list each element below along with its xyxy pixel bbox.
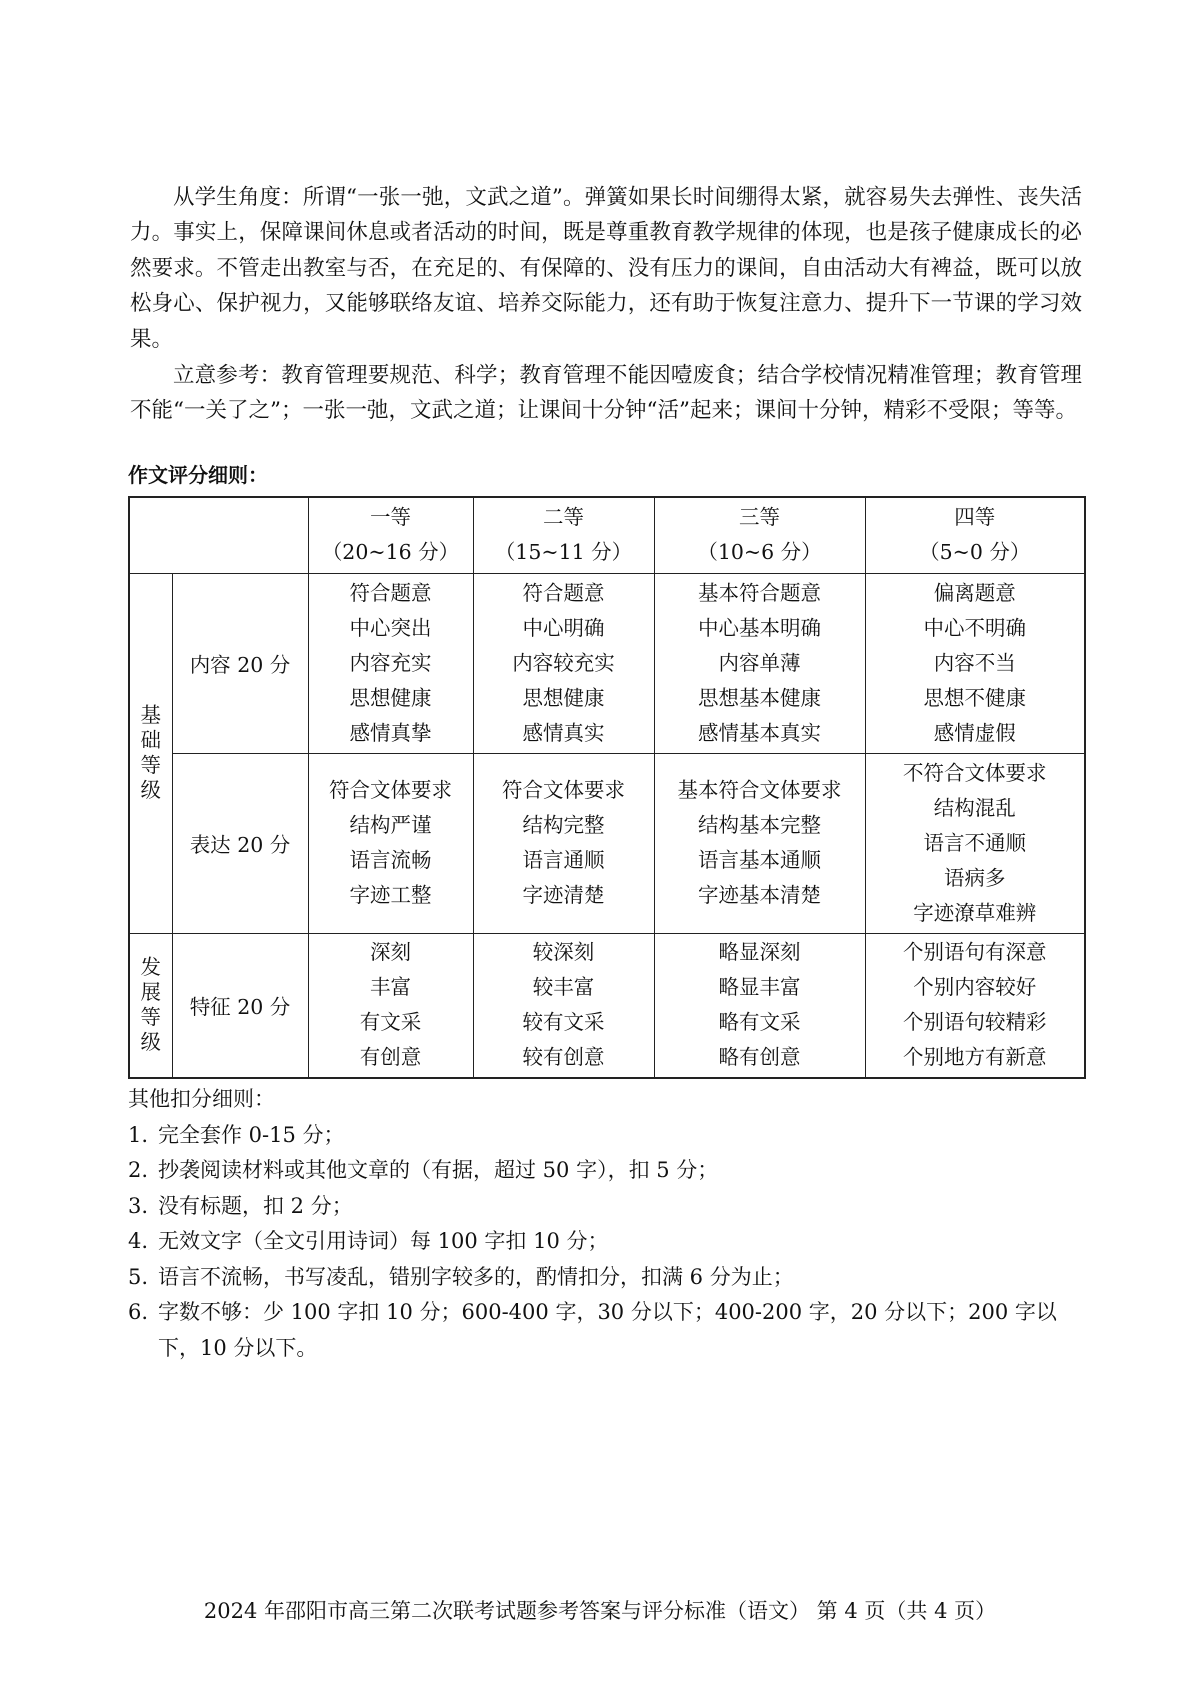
rubric-cell: 个别语句有深意 个别内容较好 个别语句较精彩 个别地方有新意 (865, 933, 1085, 1078)
rubric-cell: 符合文体要求 结构严谨 语言流畅 字迹工整 (308, 753, 473, 933)
rubric-cell: 符合文体要求 结构完整 语言通顺 字迹清楚 (473, 753, 654, 933)
rubric-cell: 不符合文体要求 结构混乱 语言不通顺 语病多 字迹潦草难辨 (865, 753, 1085, 933)
list-item: 4. 无效文字（全文引用诗词）每 100 字扣 10 分； (128, 1229, 609, 1253)
rubric-cell: 符合题意 中心明确 内容较充实 思想健康 感情真实 (473, 573, 654, 753)
list-item: 6. 字数不够：少 100 字扣 10 分；600-400 字，30 分以下；400-200 字，20 分以下；200 字以下，10 分以下。 (128, 1300, 1057, 1360)
group-label-basic: 基 础 等 级 (129, 573, 172, 933)
rubric-cell: 符合题意 中心突出 内容充实 思想健康 感情真挚 (308, 573, 473, 753)
rubric-table (128, 496, 1086, 1079)
paragraph-student-perspective: 从学生角度：所谓“一张一弛，文武之道”。弹簧如果长时间绷得太紧，就容易失去弹性、丧失活力。事实上，保障课间休息或者活动的时间，既是尊重教育教学规律的体现，也是孩子健康成长的必然要求。不管走出教室与否，在充足的、有保障的、没有压力的课间，自由活动大有裨益，既可以放松身心、保护视力，又能够联络友谊、培养交际能力，还有助于恢复注意力、提升下一节课的学习效果。 (130, 184, 1082, 352)
rubric-cell: 略显深刻 略显丰富 略有文采 略有创意 (654, 933, 865, 1078)
category-expression: 表达 20 分 (172, 753, 308, 933)
page-footer: 2024 年邵阳市高三第二次联考试题参考答案与评分标准（语文） 第 4 页（共 4 页） (203, 1599, 997, 1623)
rubric-heading: 作文评分细则： (128, 463, 268, 487)
grade-header: 一等 （20~16 分） (308, 497, 473, 573)
grade-header: 三等 （10~6 分） (654, 497, 865, 573)
rubric-cell: 较深刻 较丰富 较有文采 较有创意 (473, 933, 654, 1078)
grade-header: 二等 （15~11 分） (473, 497, 654, 573)
category-feature: 特征 20 分 (172, 933, 308, 1078)
list-item: 2. 抄袭阅读材料或其他文章的（有据，超过 50 字），扣 5 分； (128, 1158, 719, 1182)
deduction-section (128, 1082, 1088, 1366)
paragraph-theme-reference: 立意参考：教育管理要规范、科学；教育管理不能因噎废食；结合学校情况精准管理；教育管理不能“一关了之”；一张一弛，文武之道；让课间十分钟“活”起来；课间十分钟，精彩不受限；等等。 (130, 362, 1082, 423)
deduction-title: 其他扣分细则： (128, 1087, 275, 1111)
list-item: 5. 语言不流畅，书写凌乱，错别字较多的，酌情扣分，扣满 6 分为止； (128, 1264, 794, 1289)
list-item: 1. 完全套作 0-15 分； (128, 1122, 345, 1147)
rubric-cell: 偏离题意 中心不明确 内容不当 思想不健康 感情虚假 (865, 573, 1085, 753)
category-content: 内容 20 分 (172, 573, 308, 753)
grade-header: 四等 （5~0 分） (865, 497, 1085, 573)
list-item: 3. 没有标题，扣 2 分； (128, 1193, 353, 1218)
group-label-development: 发 展 等 级 (129, 933, 172, 1078)
table-corner-cell (129, 497, 308, 573)
rubric-cell: 基本符合题意 中心基本明确 内容单薄 思想基本健康 感情基本真实 (654, 573, 865, 753)
rubric-cell: 基本符合文体要求 结构基本完整 语言基本通顺 字迹基本清楚 (654, 753, 865, 933)
rubric-cell: 深刻 丰富 有文采 有创意 (308, 933, 473, 1078)
